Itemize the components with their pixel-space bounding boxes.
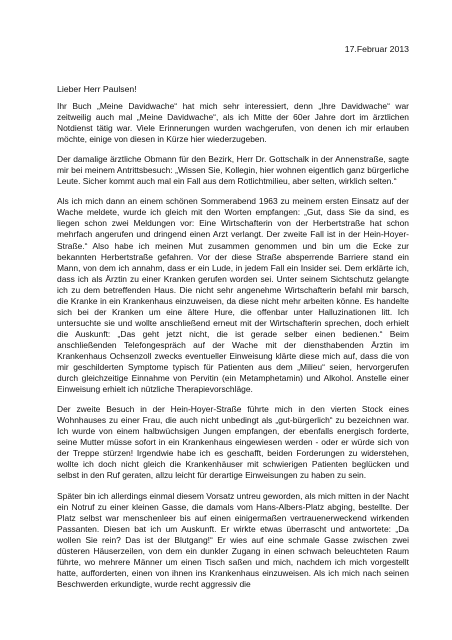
letter-date: 17.Februar 2013 bbox=[344, 44, 409, 54]
paragraph-second-visit: Der zweite Besuch in der Hein-Hoyer-Straße führte mich in den vierten Stock eines Wohnhauses zu einer Frau, die auch nicht unbedingt als „gut-bürgerlich“ zu bezeichnen war. Ich wurde von einem halbwüchsigen Jungen empfangen, der ebenfalls energisch forderte, seine Mutter müsse sofort in ein Krankenhaus eingewiesen werden - oder er würde sich von der Treppe stürzen! Irgendwie habe ich es geschafft, beiden Forderungen zu widerstehen, wollte ich doch nicht gleich die Krankenhäuser mit schwierigen Patienten beglücken und selbst in den Ruf geraten, allzu leicht für derartige Einweisungen zu haben zu sein. bbox=[57, 404, 409, 481]
paragraph-first-duty: Als ich mich dann an einem schönen Sommerabend 1963 zu meinem ersten Einsatz auf der Wache meldete, wurde ich gleich mit den Worten empfangen: „Gut, dass Sie da sind, es liegen schon zwei Meldungen vor: Eine Wirtschafterin von der Herbertstraße hat schon mehrfach angerufen und dringend einen Arzt verlangt. Der zweite Fall ist in der Hein-Hoyer-Straße.“ Also habe ich meinen Mut zusammen genommen und bin um die Ecke zur bekannten Herbertstraße gefahren. Vor der diese Straße absperrende Barriere stand ein Mann, von dem ich annahm, dass er ein Lude, in jedem Fall ein Insider sei. Dem erklärte ich, dass ich als Ärztin zu einer Kranken gerufen worden sei. Unter seinem Sichtschutz gelangte ich zu dem betreffenden Haus. Die nicht sehr angenehme Wirtschafterin befahl mir barsch, die Kranke in ein Krankenhaus einzuweisen, da diese nicht mehr arbeiten könne. Es handelte sich bei der Kranken um eine ältere Hure, die offenbar unter Halluzinationen litt. Ich untersuchte sie und wollte anschließend erneut mit der Wirtschafterin sprechen, doch erhielt die Auskunft: „Das geht jetzt nicht, die ist gerade selber einen bedienen.“ Beim anschließenden Telefongespräch auf der Wache mit der diensthabenden Ärztin im Krankenhaus Ochsenzoll zwecks eventueller Einweisung klärte diese mich auf, dass die von mir geschilderten Symptome typisch für Patienten aus dem „Milieu“ seien, hervorgerufen durch gleichzeitige Einnahme von Pervitin (ein Metamphetamin) und Alkohol. Anstelle einer Einweisung erhielt ich nützliche Therapievorschläge. bbox=[57, 196, 409, 395]
letter-body bbox=[57, 101, 409, 590]
paragraph-night-call: Später bin ich allerdings einmal diesem Vorsatz untreu geworden, als mich mitten in der Nacht ein Notruf zu einer kleinen Gasse, die damals vom Hans-Albers-Platz abging, bestellte. Der Platz selbst war menschenleer bis auf einen einigermaßen vertrauenerweckend wirkenden Passanten. Diesen bat ich um Auskunft. Er wirkte etwas überrascht und antwortete: „Da wollen Sie rein? Das ist der Blutgang!“ Er wies auf eine schmale Gasse zwischen zwei düsteren Häuserzeilen, von dem ein dunkler Zugang in einen schwach beleuchteten Raum führte, wo mehrere Männer um einen Tisch saßen und mich, nachdem ich mich vorgestellt hatte, aufforderten, einen von ihnen ins Krankenhaus einzuweisen. Als ich mich nach seinen Beschwerden erkundigte, wurde recht aggressiv die bbox=[57, 490, 409, 589]
letter-greeting: Lieber Herr Paulsen! bbox=[57, 84, 137, 94]
paragraph-intro: Ihr Buch „Meine Davidwache“ hat mich sehr interessiert, denn „Ihre Davidwache“ war zeitweilig auch mal „Meine Davidwache“, als ich Mitte der 60er Jahre dort im ärztlichen Notdienst tätig war. Viele Erinnerungen wurden wachgerufen, von denen ich mir erlauben möchte, einige von diesen in Kürze hier wiederzugeben. bbox=[57, 101, 409, 145]
paragraph-obmann: Der damalige ärztliche Obmann für den Bezirk, Herr Dr. Gottschalk in der Annenstraße, sagte mir bei meinem Antrittsbesuch: „Wissen Sie, Kollegin, hier wohnen eigentlich ganz bürgerliche Leute. Sicher kommt auch mal ein Fall aus dem Rotlichtmilieu, aber selten, wirklich selten.“ bbox=[57, 154, 409, 187]
